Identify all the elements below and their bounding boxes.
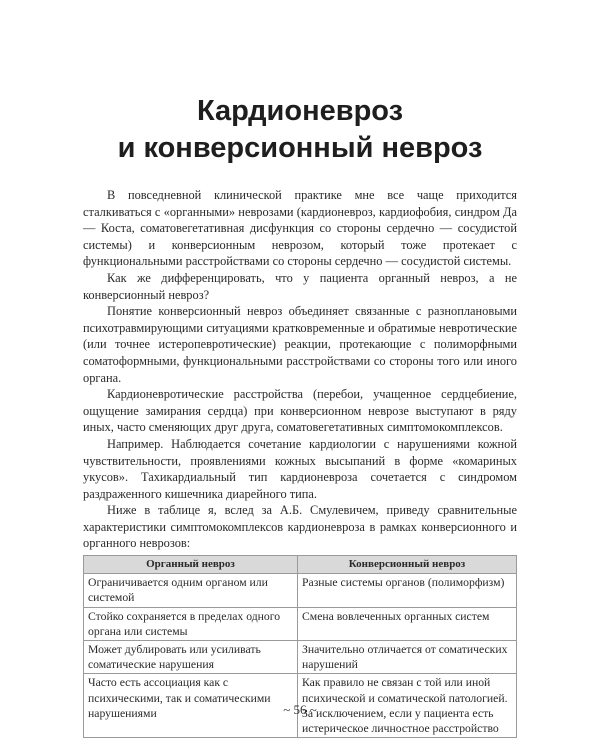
table-cell: Как правило не связан с той или иной психической и соматической патологией. За исключением, если у пациента есть истерическое личностное расстройство <box>298 674 517 738</box>
table-cell: Может дублировать или усиливать соматические нарушения <box>84 641 298 674</box>
table-header-row <box>84 556 517 574</box>
paragraph-example: Например. Наблюдается сочетание кардиологии с нарушениями кожной чувствительности, проявлениями кожных высыпаний в форме «комариных укусов». Тахикардиальный тип кардионевроза сочетается с синдромом раздраженного кишечника диарейного типа. <box>83 436 517 501</box>
table-cell: Значительно отличается от соматических нарушений <box>298 641 517 674</box>
table-row <box>84 607 517 640</box>
table-cell: Стойко сохраняется в пределах одного органа или системы <box>84 607 298 640</box>
table-cell: Часто есть ассоциация как с психическими, так и соматическими нарушениями <box>84 674 298 738</box>
table-row <box>84 641 517 674</box>
page-number: ~ 56 ~ <box>283 702 317 717</box>
table-header-conversion: Конверсионный невроз <box>298 556 517 574</box>
paragraph-intro: В повседневной клинической практике мне все чаще приходится сталкиваться с «органными» неврозами (кардионевроз, кардиофобия, синдром Да — Коста, соматовегетативная дисфункция со стороны сердечно — сосудистой системы) и конверсионным неврозом, который тоже протекает с функциональными расстройствами со стороны сердечно — сосудистой системы. <box>83 188 517 269</box>
page-title <box>0 93 600 167</box>
paragraph-table-intro: Ниже в таблице я, вслед за А.Б. Смулевичем, приведу сравнительные характеристики симптомокомплексов кардионевроза в рамках конверсионного и органного неврозов: <box>83 503 517 551</box>
title-line-2: и конверсионный невроз <box>117 132 483 164</box>
table-row <box>84 574 517 607</box>
table-cell: Разные системы органов (полиморфизм) <box>298 574 517 607</box>
body-text <box>83 187 517 738</box>
table-header-organ: Органный невроз <box>84 556 298 574</box>
title-line-1: Кардионевроз <box>196 95 404 127</box>
paragraph-cardio-disorders: Кардионевротические расстройства (перебои, учащенное сердцебиение, ощущение замирания сердца) при конверсионном неврозе выступают в ряду иных, часто сменяющих друг друга, соматовегетативных симптомокомплексов. <box>83 387 517 435</box>
table-cell: Смена вовлеченных органных систем <box>298 607 517 640</box>
paragraph-question: Как же дифференцировать, что у пациента органный невроз, а не конверсионный невроз? <box>83 270 517 302</box>
paragraph-definition: Понятие конверсионный невроз объединяет связанные с разноплановыми психотравмирующими ситуациями кратковременные и обратимые невротические (или точнее истеропевротические) реакции, протекающие с полиморфными соматоформными, функциональными расстройствами со стороны того или иного органа. <box>83 304 517 385</box>
table-cell: Ограничивается одним органом или системой <box>84 574 298 607</box>
